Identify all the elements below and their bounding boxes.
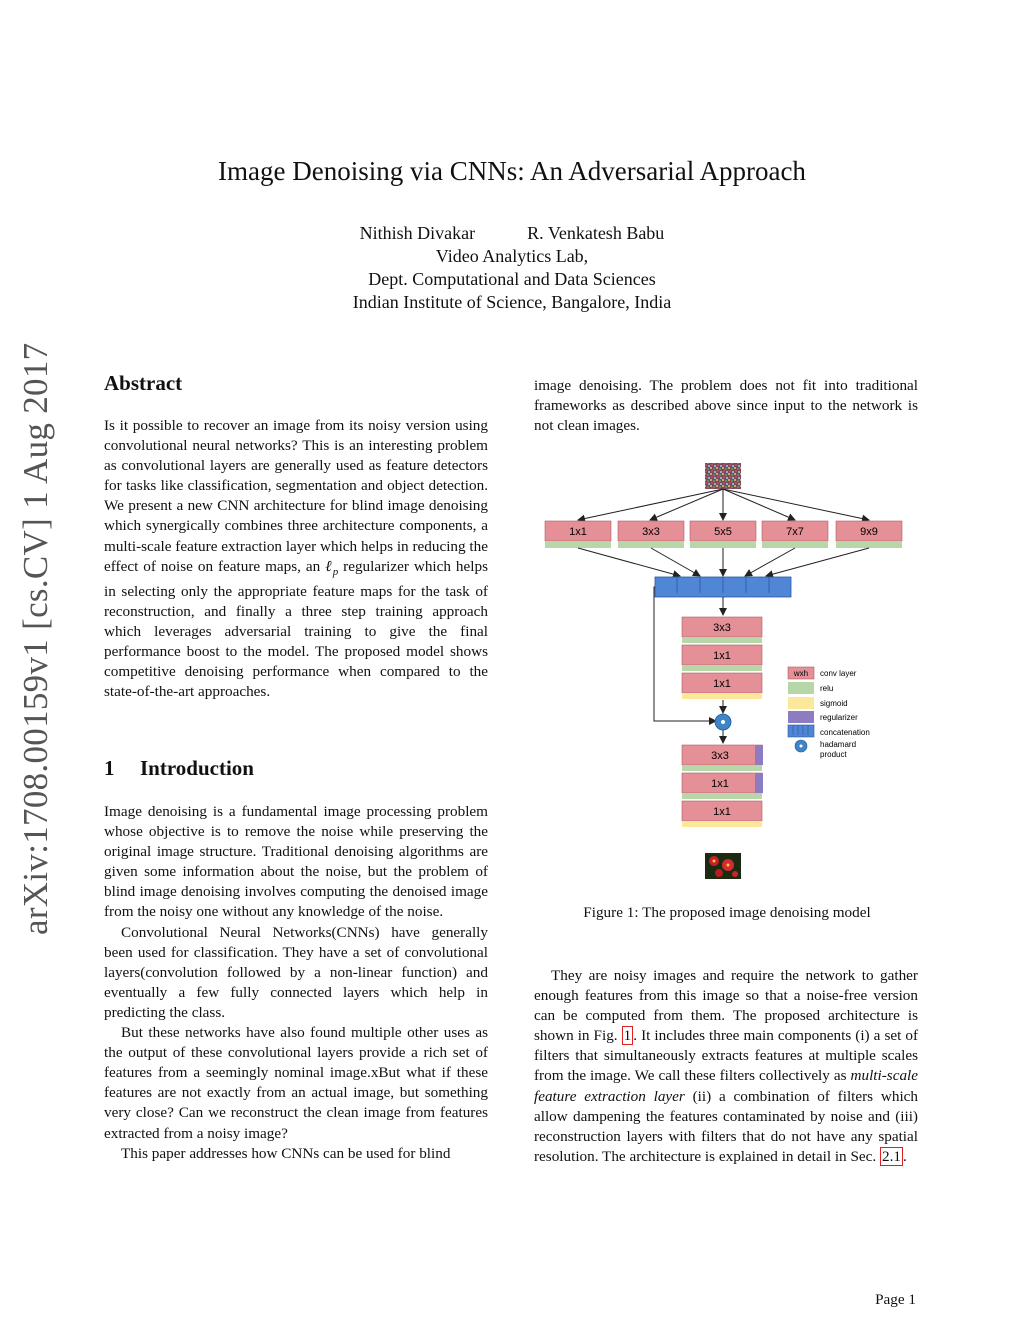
abstract-heading: Abstract	[104, 371, 183, 395]
filter-5x5	[690, 521, 756, 548]
right-column-continuation: image denoising. The problem does not fit into traditional frameworks as described above since input to the network is not clean images.	[534, 377, 918, 435]
figure-legend	[788, 667, 870, 759]
svg-text:wxh: wxh	[793, 669, 809, 678]
svg-text:1x1: 1x1	[713, 678, 731, 690]
author-names	[0, 222, 1024, 245]
hadamard-product-node	[715, 714, 731, 730]
svg-text:3x3: 3x3	[713, 622, 731, 634]
introduction-body	[104, 802, 488, 1164]
affiliation-line-2: Dept. Computational and Data Sciences	[368, 269, 656, 289]
svg-text:5x5: 5x5	[714, 526, 732, 538]
intro-paragraph-1: Image denoising is a fundamental image processing problem whose objective is to remove the noise while preserving the original image structure. Traditional denoising algorithms are given some information about the noise, but the problem of blind image denoising involves computing the denoised image from the noisy one without any knowledge of the noise.	[104, 803, 488, 921]
svg-text:7x7: 7x7	[786, 526, 804, 538]
svg-text:concatenation: concatenation	[820, 728, 870, 737]
svg-text:9x9: 9x9	[860, 526, 878, 538]
filter-9x9	[836, 521, 902, 548]
abstract-text-2: regularizer which helps in selecting only the appropriate feature maps for the task of reconstruction, and finally a three step training approach which leverages adversarial training to give the final performance boost to the model. The proposed model shows competitive denoising performance when compared to the state-of-the-art approaches.	[104, 557, 488, 701]
abstract-text-1: Is it possible to recover an image from its noisy version using convolutional neural networks? This is an interesting problem as convolutional layers are generally used as feature detectors for tasks like classification, segmentation and object detection. We present a new CNN architecture for blind image denoising which synergically combines three architecture components, a multi-scale feature extraction layer which helps in reducing the effect of noise on feature maps, an	[104, 417, 488, 575]
svg-text:3x3: 3x3	[711, 750, 729, 762]
reconstruction-layers	[682, 745, 763, 827]
filter-3x3	[618, 521, 684, 548]
branch-layers	[682, 617, 762, 699]
svg-text:1x1: 1x1	[713, 806, 731, 818]
noisy-input-image	[705, 463, 741, 489]
author-2: R. Venkatesh Babu	[527, 223, 665, 243]
intro-paragraph-3: But these networks have also found multiple other uses as the output of these convolutional layers provide a rich set of features from a seemingly nominal image.xBut what if these features are not exactly from an actual image, but something very close? Can we reconstruct the clean image from features extracted from a noisy image?	[104, 1024, 488, 1142]
section-number: 1	[104, 756, 115, 780]
intro-paragraph-4: This paper addresses how CNNs can be used for blind	[121, 1144, 451, 1162]
svg-text:1x1: 1x1	[711, 778, 729, 790]
paper-title: Image Denoising via CNNs: An Adversarial Approach	[218, 156, 806, 186]
svg-text:hadamard: hadamard	[820, 740, 857, 749]
svg-text:1x1: 1x1	[569, 526, 587, 538]
introduction-heading	[104, 756, 254, 781]
architecture-diagram	[530, 455, 920, 885]
multiscale-filter-row	[545, 521, 902, 548]
svg-text:sigmoid: sigmoid	[820, 699, 848, 708]
arxiv-identifier: arXiv:1708.00159v1 [cs.CV] 1 Aug 2017	[16, 342, 55, 935]
input-arrows	[578, 489, 869, 520]
filter-7x7	[762, 521, 828, 548]
svg-text:relu: relu	[820, 684, 834, 693]
svg-text:regularizer: regularizer	[820, 713, 858, 722]
section-reference-link[interactable]: 2.1	[881, 1147, 901, 1165]
denoised-output-image	[705, 853, 741, 879]
affiliation-line-1: Video Analytics Lab,	[435, 246, 589, 266]
intro-paragraph-2: Convolutional Neural Networks(CNNs) have generally been used for classification. They have a set of convolutional layers(convolution followed by a non-linear function) and eventually a few fully connected layers which help in predicting the class.	[104, 923, 488, 1021]
affiliation-line-3: Indian Institute of Science, Bangalore, India	[352, 292, 672, 312]
filter-1x1	[545, 521, 611, 548]
page-number: Page 1	[875, 1291, 916, 1308]
abstract-body	[104, 416, 488, 702]
figure-caption: Figure 1: The proposed image denoising model	[583, 904, 871, 921]
svg-text:product: product	[820, 750, 847, 759]
concat-arrows	[578, 548, 869, 576]
svg-text:3x3: 3x3	[642, 526, 660, 538]
concatenation-block	[655, 577, 791, 597]
author-block	[0, 222, 1024, 314]
lp-symbol: ℓ$_p$	[325, 557, 339, 578]
multiscale-term: multi-scale feature extraction layer	[534, 1067, 918, 1105]
svg-text:1x1: 1x1	[713, 650, 731, 662]
figure-reference-link[interactable]: 1	[623, 1027, 632, 1045]
svg-text:conv layer: conv layer	[820, 669, 857, 678]
author-1: Nithish Divakar	[359, 223, 476, 243]
right-column-body: They are noisy images and require the network to gather enough features from this image so that a noise-free version can be computed from them. The proposed architecture is shown in Fig. 1 . It includes three main components (i) a set of filters that simultaneously extracts features at multiple scales from the image. We call these filters collectively as multi-scale feature extraction layer (ii) a combination of filters which allow dampening the features contaminated by noise and (iii) reconstruction layers with filters that do not have any spatial resolution. The architecture is explained in detail in Sec. 2.1 .	[534, 967, 919, 1165]
section-title: Introduction	[140, 756, 254, 780]
